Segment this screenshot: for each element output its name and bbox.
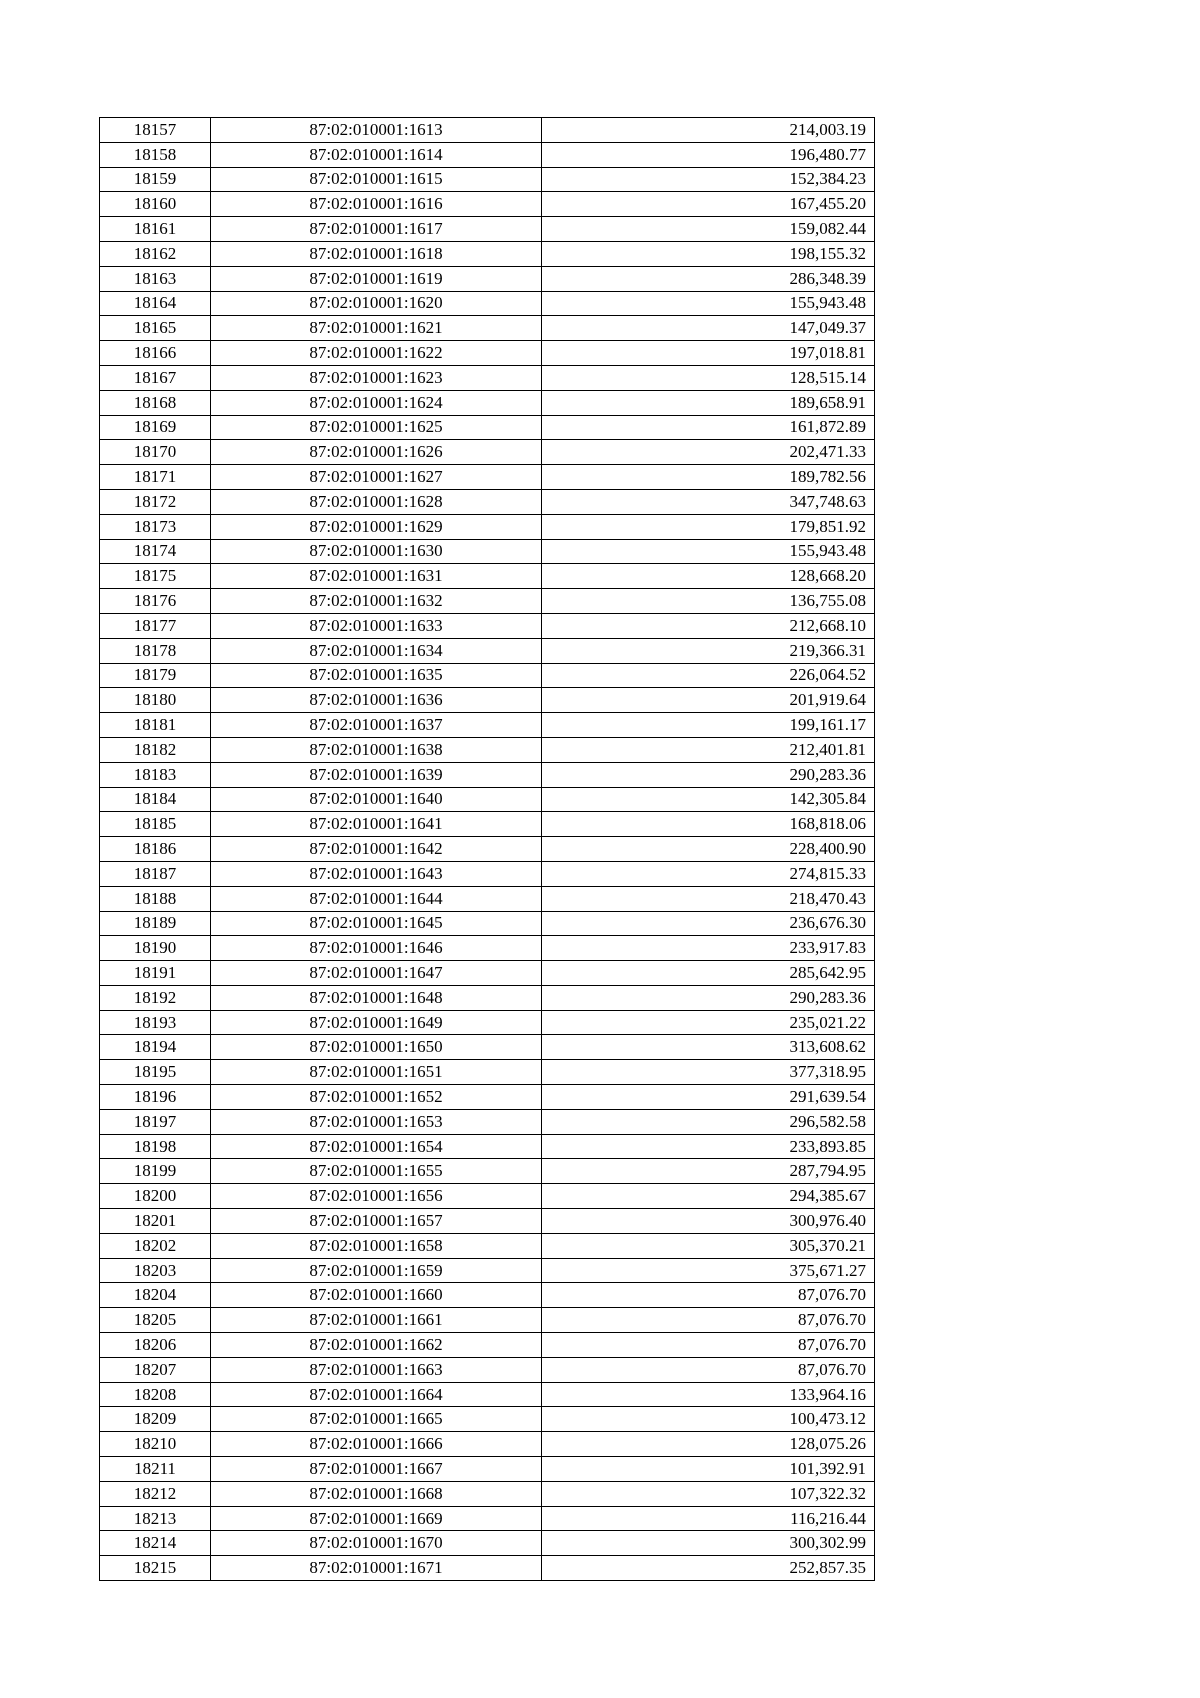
- row-number-cell: 18198: [100, 1134, 211, 1159]
- table-row: [100, 1258, 875, 1283]
- row-number-cell: 18204: [100, 1283, 211, 1308]
- value-cell: 196,480.77: [542, 142, 875, 167]
- value-cell: 142,305.84: [542, 787, 875, 812]
- row-number-cell: 18215: [100, 1556, 211, 1581]
- row-number-cell: 18194: [100, 1035, 211, 1060]
- cadastral-number-cell: 87:02:010001:1664: [211, 1382, 542, 1407]
- value-cell: 294,385.67: [542, 1184, 875, 1209]
- table-row: [100, 1209, 875, 1234]
- value-cell: 347,748.63: [542, 489, 875, 514]
- table-row: [100, 589, 875, 614]
- row-number-cell: 18170: [100, 440, 211, 465]
- row-number-cell: 18214: [100, 1531, 211, 1556]
- row-number-cell: 18195: [100, 1060, 211, 1085]
- table-row: [100, 415, 875, 440]
- row-number-cell: 18212: [100, 1481, 211, 1506]
- table-row: [100, 1085, 875, 1110]
- cadastral-number-cell: 87:02:010001:1634: [211, 638, 542, 663]
- row-number-cell: 18200: [100, 1184, 211, 1209]
- cadastral-number-cell: 87:02:010001:1614: [211, 142, 542, 167]
- row-number-cell: 18205: [100, 1308, 211, 1333]
- table-row: [100, 465, 875, 490]
- value-cell: 136,755.08: [542, 589, 875, 614]
- value-cell: 201,919.64: [542, 688, 875, 713]
- value-cell: 155,943.48: [542, 539, 875, 564]
- cadastral-number-cell: 87:02:010001:1616: [211, 192, 542, 217]
- table-row: [100, 217, 875, 242]
- value-cell: 152,384.23: [542, 167, 875, 192]
- value-cell: 286,348.39: [542, 266, 875, 291]
- value-cell: 87,076.70: [542, 1333, 875, 1358]
- row-number-cell: 18179: [100, 663, 211, 688]
- table-row: [100, 1233, 875, 1258]
- value-cell: 128,075.26: [542, 1432, 875, 1457]
- cadastral-number-cell: 87:02:010001:1642: [211, 837, 542, 862]
- cadastral-number-cell: 87:02:010001:1660: [211, 1283, 542, 1308]
- cadastral-number-cell: 87:02:010001:1654: [211, 1134, 542, 1159]
- row-number-cell: 18188: [100, 886, 211, 911]
- value-cell: 313,608.62: [542, 1035, 875, 1060]
- table-row: [100, 1308, 875, 1333]
- value-cell: 375,671.27: [542, 1258, 875, 1283]
- table-row: [100, 861, 875, 886]
- value-cell: 147,049.37: [542, 316, 875, 341]
- row-number-cell: 18184: [100, 787, 211, 812]
- row-number-cell: 18181: [100, 713, 211, 738]
- cadastral-number-cell: 87:02:010001:1651: [211, 1060, 542, 1085]
- cadastral-number-cell: 87:02:010001:1655: [211, 1159, 542, 1184]
- value-cell: 87,076.70: [542, 1357, 875, 1382]
- cadastral-number-cell: 87:02:010001:1650: [211, 1035, 542, 1060]
- row-number-cell: 18187: [100, 861, 211, 886]
- table-row: [100, 1134, 875, 1159]
- table-row: [100, 142, 875, 167]
- cadastral-number-cell: 87:02:010001:1637: [211, 713, 542, 738]
- value-cell: 167,455.20: [542, 192, 875, 217]
- row-number-cell: 18202: [100, 1233, 211, 1258]
- value-cell: 300,302.99: [542, 1531, 875, 1556]
- table-row: [100, 564, 875, 589]
- cadastral-number-cell: 87:02:010001:1639: [211, 762, 542, 787]
- value-cell: 287,794.95: [542, 1159, 875, 1184]
- value-cell: 212,401.81: [542, 737, 875, 762]
- table-row: [100, 167, 875, 192]
- row-number-cell: 18190: [100, 936, 211, 961]
- cadastral-number-cell: 87:02:010001:1646: [211, 936, 542, 961]
- value-cell: 226,064.52: [542, 663, 875, 688]
- cadastral-number-cell: 87:02:010001:1623: [211, 365, 542, 390]
- cadastral-number-cell: 87:02:010001:1641: [211, 812, 542, 837]
- cadastral-number-cell: 87:02:010001:1667: [211, 1457, 542, 1482]
- cadastral-number-cell: 87:02:010001:1621: [211, 316, 542, 341]
- table-row: [100, 539, 875, 564]
- value-cell: 198,155.32: [542, 241, 875, 266]
- table-row: [100, 1035, 875, 1060]
- table-row: [100, 1432, 875, 1457]
- row-number-cell: 18164: [100, 291, 211, 316]
- cadastral-number-cell: 87:02:010001:1668: [211, 1481, 542, 1506]
- cadastral-number-cell: 87:02:010001:1647: [211, 961, 542, 986]
- table-row: [100, 638, 875, 663]
- table-row: [100, 787, 875, 812]
- value-cell: 107,322.32: [542, 1481, 875, 1506]
- value-cell: 252,857.35: [542, 1556, 875, 1581]
- row-number-cell: 18201: [100, 1209, 211, 1234]
- table-row: [100, 316, 875, 341]
- value-cell: 219,366.31: [542, 638, 875, 663]
- row-number-cell: 18178: [100, 638, 211, 663]
- value-cell: 236,676.30: [542, 911, 875, 936]
- value-cell: 235,021.22: [542, 1010, 875, 1035]
- table-row: [100, 1060, 875, 1085]
- cadastral-number-cell: 87:02:010001:1640: [211, 787, 542, 812]
- cadastral-number-cell: 87:02:010001:1625: [211, 415, 542, 440]
- table-row: [100, 911, 875, 936]
- table-row: [100, 1481, 875, 1506]
- value-cell: 218,470.43: [542, 886, 875, 911]
- row-number-cell: 18199: [100, 1159, 211, 1184]
- row-number-cell: 18173: [100, 514, 211, 539]
- row-number-cell: 18159: [100, 167, 211, 192]
- table-row: [100, 1556, 875, 1581]
- value-cell: 128,515.14: [542, 365, 875, 390]
- table-row: [100, 1184, 875, 1209]
- value-cell: 179,851.92: [542, 514, 875, 539]
- cadastral-number-cell: 87:02:010001:1645: [211, 911, 542, 936]
- row-number-cell: 18208: [100, 1382, 211, 1407]
- cadastral-number-cell: 87:02:010001:1636: [211, 688, 542, 713]
- cadastral-number-cell: 87:02:010001:1670: [211, 1531, 542, 1556]
- row-number-cell: 18186: [100, 837, 211, 862]
- value-cell: 199,161.17: [542, 713, 875, 738]
- row-number-cell: 18207: [100, 1357, 211, 1382]
- value-cell: 189,782.56: [542, 465, 875, 490]
- row-number-cell: 18174: [100, 539, 211, 564]
- table-row: [100, 1382, 875, 1407]
- table-row: [100, 762, 875, 787]
- cadastral-number-cell: 87:02:010001:1648: [211, 985, 542, 1010]
- cadastral-number-cell: 87:02:010001:1656: [211, 1184, 542, 1209]
- value-cell: 233,917.83: [542, 936, 875, 961]
- row-number-cell: 18161: [100, 217, 211, 242]
- cadastral-number-cell: 87:02:010001:1661: [211, 1308, 542, 1333]
- table-row: [100, 837, 875, 862]
- value-cell: 116,216.44: [542, 1506, 875, 1531]
- row-number-cell: 18165: [100, 316, 211, 341]
- value-cell: 189,658.91: [542, 390, 875, 415]
- value-cell: 202,471.33: [542, 440, 875, 465]
- value-cell: 128,668.20: [542, 564, 875, 589]
- table-row: [100, 1159, 875, 1184]
- row-number-cell: 18209: [100, 1407, 211, 1432]
- cadastral-number-cell: 87:02:010001:1666: [211, 1432, 542, 1457]
- value-cell: 101,392.91: [542, 1457, 875, 1482]
- row-number-cell: 18213: [100, 1506, 211, 1531]
- value-cell: 300,976.40: [542, 1209, 875, 1234]
- table-row: [100, 440, 875, 465]
- value-cell: 155,943.48: [542, 291, 875, 316]
- cadastral-number-cell: 87:02:010001:1644: [211, 886, 542, 911]
- table-row: [100, 663, 875, 688]
- cadastral-number-cell: 87:02:010001:1658: [211, 1233, 542, 1258]
- table-row: [100, 1506, 875, 1531]
- cadastral-number-cell: 87:02:010001:1631: [211, 564, 542, 589]
- table-row: [100, 1010, 875, 1035]
- row-number-cell: 18166: [100, 341, 211, 366]
- row-number-cell: 18176: [100, 589, 211, 614]
- row-number-cell: 18180: [100, 688, 211, 713]
- cadastral-number-cell: 87:02:010001:1635: [211, 663, 542, 688]
- value-cell: 233,893.85: [542, 1134, 875, 1159]
- value-cell: 291,639.54: [542, 1085, 875, 1110]
- row-number-cell: 18169: [100, 415, 211, 440]
- value-cell: 228,400.90: [542, 837, 875, 862]
- cadastral-number-cell: 87:02:010001:1627: [211, 465, 542, 490]
- cadastral-number-cell: 87:02:010001:1620: [211, 291, 542, 316]
- value-cell: 296,582.58: [542, 1109, 875, 1134]
- cadastral-number-cell: 87:02:010001:1622: [211, 341, 542, 366]
- value-cell: 290,283.36: [542, 985, 875, 1010]
- row-number-cell: 18197: [100, 1109, 211, 1134]
- value-cell: 87,076.70: [542, 1283, 875, 1308]
- cadastral-number-cell: 87:02:010001:1618: [211, 241, 542, 266]
- row-number-cell: 18211: [100, 1457, 211, 1482]
- table-row: [100, 688, 875, 713]
- cadastral-value-table: [99, 117, 875, 1581]
- cadastral-number-cell: 87:02:010001:1638: [211, 737, 542, 762]
- cadastral-number-cell: 87:02:010001:1619: [211, 266, 542, 291]
- row-number-cell: 18160: [100, 192, 211, 217]
- row-number-cell: 18203: [100, 1258, 211, 1283]
- cadastral-number-cell: 87:02:010001:1652: [211, 1085, 542, 1110]
- table-row: [100, 1407, 875, 1432]
- value-cell: 197,018.81: [542, 341, 875, 366]
- table-row: [100, 1531, 875, 1556]
- cadastral-number-cell: 87:02:010001:1624: [211, 390, 542, 415]
- value-cell: 305,370.21: [542, 1233, 875, 1258]
- cadastral-number-cell: 87:02:010001:1662: [211, 1333, 542, 1358]
- value-cell: 100,473.12: [542, 1407, 875, 1432]
- value-cell: 87,076.70: [542, 1308, 875, 1333]
- table-row: [100, 192, 875, 217]
- value-cell: 159,082.44: [542, 217, 875, 242]
- value-cell: 214,003.19: [542, 118, 875, 143]
- table-row: [100, 613, 875, 638]
- cadastral-number-cell: 87:02:010001:1649: [211, 1010, 542, 1035]
- cadastral-number-cell: 87:02:010001:1633: [211, 613, 542, 638]
- cadastral-number-cell: 87:02:010001:1659: [211, 1258, 542, 1283]
- value-cell: 161,872.89: [542, 415, 875, 440]
- cadastral-number-cell: 87:02:010001:1671: [211, 1556, 542, 1581]
- cadastral-number-cell: 87:02:010001:1629: [211, 514, 542, 539]
- table-row: [100, 936, 875, 961]
- row-number-cell: 18182: [100, 737, 211, 762]
- table-row: [100, 341, 875, 366]
- value-cell: 212,668.10: [542, 613, 875, 638]
- table-row: [100, 812, 875, 837]
- value-cell: 285,642.95: [542, 961, 875, 986]
- row-number-cell: 18171: [100, 465, 211, 490]
- value-cell: 377,318.95: [542, 1060, 875, 1085]
- table-row: [100, 985, 875, 1010]
- table-row: [100, 390, 875, 415]
- row-number-cell: 18162: [100, 241, 211, 266]
- cadastral-number-cell: 87:02:010001:1657: [211, 1209, 542, 1234]
- row-number-cell: 18158: [100, 142, 211, 167]
- table-row: [100, 886, 875, 911]
- row-number-cell: 18185: [100, 812, 211, 837]
- row-number-cell: 18206: [100, 1333, 211, 1358]
- table-row: [100, 713, 875, 738]
- row-number-cell: 18191: [100, 961, 211, 986]
- cadastral-number-cell: 87:02:010001:1643: [211, 861, 542, 886]
- table-row: [100, 291, 875, 316]
- value-cell: 133,964.16: [542, 1382, 875, 1407]
- row-number-cell: 18167: [100, 365, 211, 390]
- cadastral-number-cell: 87:02:010001:1653: [211, 1109, 542, 1134]
- row-number-cell: 18192: [100, 985, 211, 1010]
- table-row: [100, 514, 875, 539]
- cadastral-number-cell: 87:02:010001:1630: [211, 539, 542, 564]
- table-row: [100, 1333, 875, 1358]
- row-number-cell: 18172: [100, 489, 211, 514]
- table-row: [100, 1457, 875, 1482]
- cadastral-number-cell: 87:02:010001:1626: [211, 440, 542, 465]
- cadastral-number-cell: 87:02:010001:1615: [211, 167, 542, 192]
- table-row: [100, 1357, 875, 1382]
- row-number-cell: 18210: [100, 1432, 211, 1457]
- cadastral-number-cell: 87:02:010001:1663: [211, 1357, 542, 1382]
- table-row: [100, 118, 875, 143]
- table-row: [100, 266, 875, 291]
- table-row: [100, 489, 875, 514]
- table-row: [100, 1283, 875, 1308]
- cadastral-number-cell: 87:02:010001:1632: [211, 589, 542, 614]
- row-number-cell: 18177: [100, 613, 211, 638]
- row-number-cell: 18168: [100, 390, 211, 415]
- row-number-cell: 18196: [100, 1085, 211, 1110]
- cadastral-number-cell: 87:02:010001:1669: [211, 1506, 542, 1531]
- table-row: [100, 737, 875, 762]
- cadastral-number-cell: 87:02:010001:1613: [211, 118, 542, 143]
- row-number-cell: 18183: [100, 762, 211, 787]
- table-body: [100, 118, 875, 1581]
- table-row: [100, 241, 875, 266]
- cadastral-number-cell: 87:02:010001:1628: [211, 489, 542, 514]
- value-cell: 168,818.06: [542, 812, 875, 837]
- table-row: [100, 1109, 875, 1134]
- row-number-cell: 18163: [100, 266, 211, 291]
- cadastral-number-cell: 87:02:010001:1665: [211, 1407, 542, 1432]
- value-cell: 290,283.36: [542, 762, 875, 787]
- row-number-cell: 18157: [100, 118, 211, 143]
- value-cell: 274,815.33: [542, 861, 875, 886]
- row-number-cell: 18189: [100, 911, 211, 936]
- row-number-cell: 18193: [100, 1010, 211, 1035]
- table-row: [100, 365, 875, 390]
- row-number-cell: 18175: [100, 564, 211, 589]
- table-row: [100, 961, 875, 986]
- cadastral-number-cell: 87:02:010001:1617: [211, 217, 542, 242]
